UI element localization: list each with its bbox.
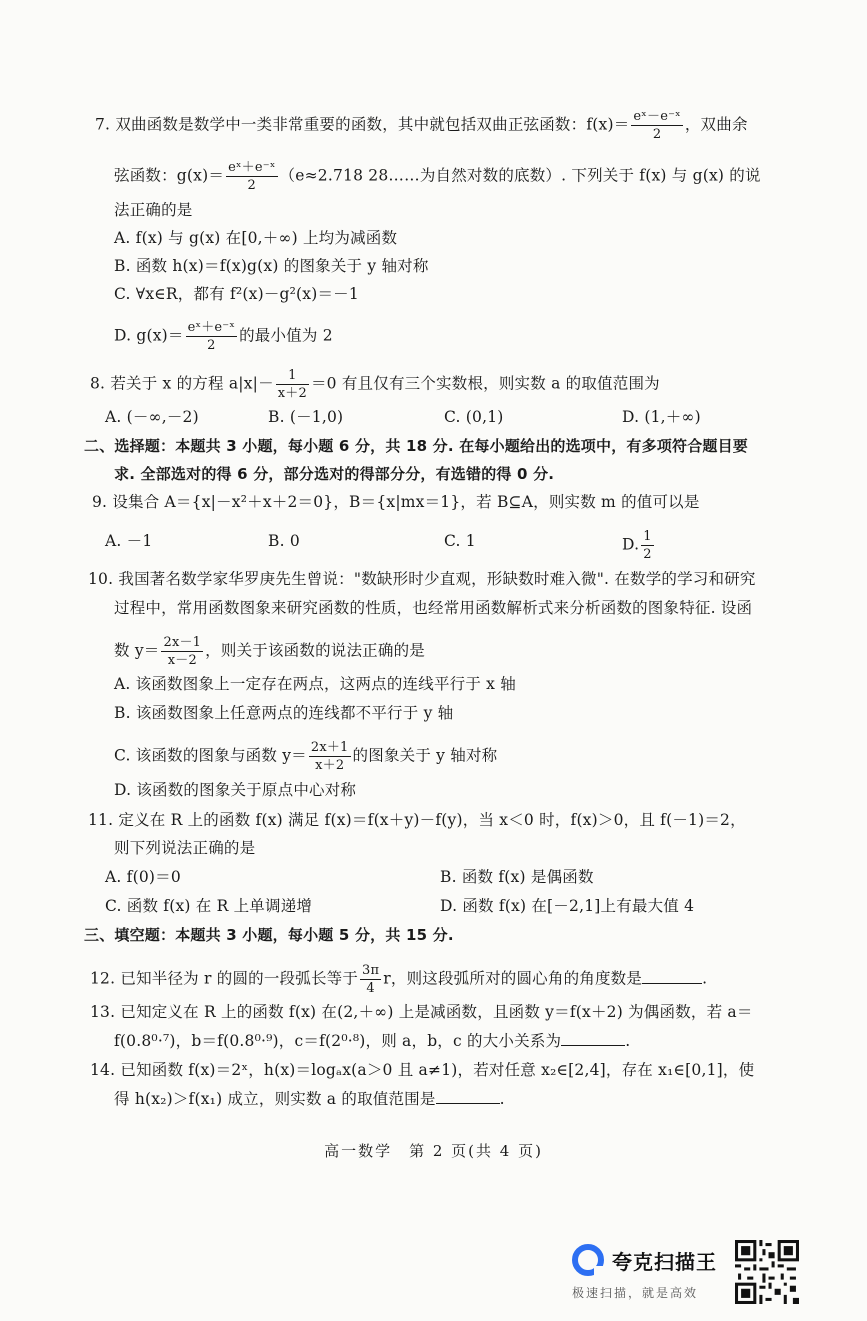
- scanner-logo-icon: [572, 1244, 604, 1276]
- answer-blank: [561, 1031, 625, 1046]
- fraction-denominator: 4: [366, 981, 375, 996]
- q7-option-d-text: 的最小值为 2: [239, 326, 333, 345]
- q10-option-b: B. 该函数图象上任意两点的连线都不平行于 y 轴: [114, 704, 454, 722]
- page-footer: 高一数学 第 2 页(共 4 页): [324, 1142, 543, 1160]
- answer-blank: [642, 969, 702, 984]
- q7-text: ，双曲余: [684, 115, 748, 134]
- q8-option-a: A. (－∞,－2): [105, 408, 199, 426]
- q9-option-c: C. 1: [444, 532, 476, 550]
- q7-option-b: B. 函数 h(x)＝f(x)g(x) 的图象关于 y 轴对称: [114, 257, 429, 275]
- fraction-denominator: 2: [247, 178, 257, 193]
- q7-line1: [95, 110, 748, 141]
- fraction-denominator: x＋2: [315, 758, 345, 773]
- answer-blank: [436, 1089, 500, 1104]
- q8-stem: [90, 369, 660, 400]
- q8-text: ＝0 有且仅有三个实数根，则实数 a 的取值范围为: [310, 374, 660, 393]
- q8-text: 8. 若关于 x 的方程 a|x|－: [90, 374, 274, 393]
- q10-option-c: [114, 741, 497, 772]
- q14-text: 得 h(x₂)＞f(x₁) 成立，则实数 a 的取值范围是: [114, 1090, 436, 1108]
- q10-option-c-text: C. 该函数的图象与函数 y＝: [114, 746, 307, 765]
- fraction-numerator: eˣ＋e⁻ˣ: [187, 320, 236, 335]
- q11-option-d: D. 函数 f(x) 在[－2,1]上有最大值 4: [440, 897, 695, 915]
- section3-heading: 三、填空题：本题共 3 小题，每小题 5 分，共 15 分.: [84, 926, 454, 944]
- scanner-watermark: [570, 1240, 730, 1310]
- cosh-fraction: [186, 321, 237, 352]
- fraction-numerator: eˣ＋e⁻ˣ: [228, 160, 276, 175]
- cosh-fraction: [226, 161, 277, 192]
- fraction-denominator: x－2: [167, 653, 197, 668]
- q13-line1: 13. 已知定义在 R 上的函数 f(x) 在(2,＋∞) 上是减函数，且函数 y＝f(x＋2) 为偶函数，若 a＝: [90, 1003, 753, 1021]
- q9-stem: 9. 设集合 A＝{x|－x²＋x＋2＝0}，B＝{x|mx＝1}，若 B⊆A，则实数 m 的值可以是: [92, 493, 700, 511]
- q14-line2: [114, 1089, 505, 1109]
- q10-option-a: A. 该函数图象上一定存在两点，这两点的连线平行于 x 轴: [114, 675, 516, 693]
- q10-fraction: [161, 636, 203, 667]
- q9-option-d-text: D.: [622, 535, 640, 554]
- fraction-denominator: 2: [643, 547, 652, 562]
- q9-option-a: A. －1: [105, 532, 153, 550]
- q8-option-b: B. (－1,0): [268, 408, 344, 426]
- q7-text: （e≈2.718 28……为自然对数的底数）. 下列关于 f(x) 与 g(x) 的说: [279, 166, 761, 185]
- q10-option-c-text: 的图象关于 y 轴对称: [352, 746, 498, 765]
- q8-fraction: [276, 369, 309, 400]
- qr-code-icon: [735, 1240, 799, 1304]
- fraction-denominator: 2: [207, 338, 216, 353]
- q10-option-d: D. 该函数的图象关于原点中心对称: [114, 781, 357, 799]
- q10-text: 数 y＝: [114, 641, 160, 660]
- brand-slogan: 极速扫描，就是高效: [572, 1286, 699, 1300]
- fraction-denominator: x＋2: [277, 386, 307, 401]
- q7-option-c: C. ∀x∈R，都有 f²(x)－g²(x)＝－1: [114, 285, 359, 303]
- sinh-fraction: [631, 110, 682, 141]
- fraction-numerator: 2x－1: [163, 635, 202, 650]
- q10-line1: 10. 我国著名数学家华罗庚先生曾说："数缺形时少直观，形缺数时难入微". 在数学的学习和研究: [88, 570, 756, 588]
- fraction-denominator: 2: [652, 127, 662, 142]
- q12-text: r，则这段弧所对的圆心角的角度数是: [383, 969, 643, 988]
- q11-option-c: C. 函数 f(x) 在 R 上单调递增: [105, 897, 313, 915]
- section2-heading: 二、选择题：本题共 3 小题，每小题 6 分，共 18 分. 在每小题给出的选项中，有多项符合题目要: [84, 437, 749, 455]
- q13-end: .: [625, 1032, 631, 1050]
- q12-fraction: [360, 964, 381, 995]
- brand-name: 夸克扫描王: [612, 1250, 717, 1274]
- q9-option-d: [622, 530, 656, 561]
- q11-option-b: B. 函数 f(x) 是偶函数: [440, 868, 594, 886]
- q7-text: 7. 双曲函数是数学中一类非常重要的函数，其中就包括双曲正弦函数：f(x)＝: [95, 115, 630, 134]
- q11-line1: 11. 定义在 R 上的函数 f(x) 满足 f(x)＝f(x＋y)－f(y)，当 x＜0 时，f(x)＞0，且 f(－1)＝2，: [88, 811, 746, 829]
- q11-line2: 则下列说法正确的是: [114, 839, 256, 857]
- q9-fraction: [641, 530, 653, 561]
- q13-line2: [114, 1031, 630, 1051]
- q10-text: ，则关于该函数的说法正确的是: [205, 641, 425, 660]
- q7-option-d-text: D. g(x)＝: [114, 326, 184, 345]
- q7-option-d: [114, 321, 333, 352]
- q8-option-c: C. (0,1): [444, 408, 504, 426]
- fraction-numerator: 3π: [362, 963, 380, 978]
- q10-line3: [114, 636, 425, 667]
- q12-end: .: [702, 969, 708, 988]
- fraction-numerator: 1: [643, 529, 652, 544]
- q11-option-a: A. f(0)＝0: [105, 868, 181, 886]
- fraction-numerator: 2x＋1: [310, 740, 349, 755]
- q12-text: 12. 已知半径为 r 的圆的一段弧长等于: [90, 969, 359, 988]
- q7-line3: 法正确的是: [114, 201, 193, 219]
- q10-line2: 过程中，常用函数图象来研究函数的性质，也经常用函数解析式来分析函数的图象特征. 设函: [114, 599, 753, 617]
- q8-option-d: D. (1,＋∞): [622, 408, 701, 426]
- q7-line2: [114, 161, 761, 192]
- q10-option-c-fraction: [309, 741, 351, 772]
- fraction-numerator: 1: [276, 369, 309, 385]
- q7-text: 弦函数：g(x)＝: [114, 166, 225, 185]
- fraction-numerator: eˣ－e⁻ˣ: [633, 109, 681, 124]
- q9-option-b: B. 0: [268, 532, 300, 550]
- q14-end: .: [499, 1090, 505, 1108]
- q12-stem: [90, 964, 707, 995]
- q14-line1: 14. 已知函数 f(x)＝2ˣ，h(x)＝logₐx(a＞0 且 a≠1)，若对任意 x₂∈[2,4]，存在 x₁∈[0,1]，使: [90, 1061, 755, 1079]
- section2-heading-cont: 求. 全部选对的得 6 分，部分选对的得部分分，有选错的得 0 分.: [114, 465, 555, 483]
- q7-option-a: A. f(x) 与 g(x) 在[0,＋∞) 上均为减函数: [114, 229, 398, 247]
- q13-text: f(0.8⁰·⁷)，b＝f(0.8⁰·⁹)，c＝f(2⁰·⁸)，则 a，b，c 的大小关系为: [114, 1032, 562, 1050]
